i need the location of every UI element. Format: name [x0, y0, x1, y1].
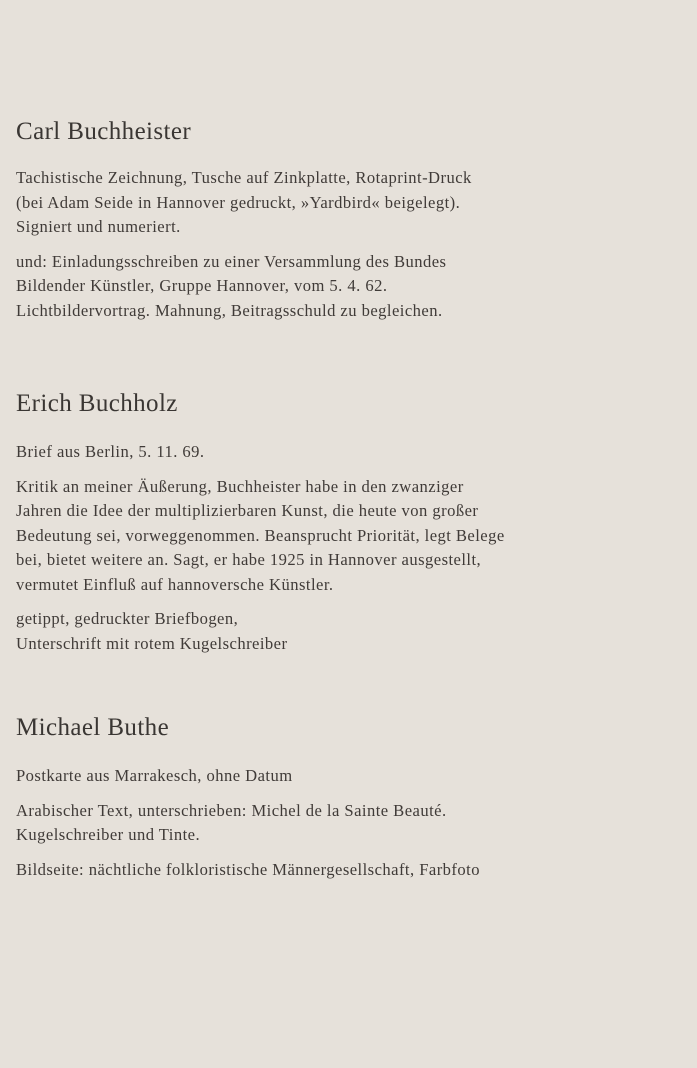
text-line: Bildender Künstler, Gruppe Hannover, vom 5. 4. 62. — [16, 276, 388, 295]
paragraph — [16, 764, 676, 789]
paragraph — [16, 250, 676, 324]
text-line: Brief aus Berlin, 5. 11. 69. — [16, 442, 205, 461]
text-line: Jahren die Idee der multiplizierbaren Kunst, die heute von großer — [16, 501, 479, 520]
text-line: Kritik an meiner Äußerung, Buchheister habe in den zwanziger — [16, 476, 464, 496]
text-line: Bedeutung sei, vorweggenommen. Beansprucht Priorität, legt Belege — [16, 525, 505, 545]
text-line: Tachistische Zeichnung, Tusche auf Zinkplatte, Rotaprint-Druck — [16, 168, 472, 187]
paragraph — [16, 607, 676, 656]
entry-michael-buthe — [16, 714, 676, 882]
paragraph — [16, 440, 676, 465]
paragraph — [16, 799, 676, 848]
entry-heading: Carl Buchheister — [16, 118, 192, 145]
entry-heading: Erich Buchholz — [16, 390, 178, 417]
text-line: Postkarte aus Marrakesch, ohne Datum — [16, 766, 293, 785]
text-line: und: Einladungsschreiben zu einer Versammlung des Bundes — [16, 251, 447, 271]
paragraph — [16, 858, 676, 883]
text-line: Bildseite: nächtliche folkloristische Männergesellschaft, Farbfoto — [16, 859, 480, 879]
text-line: getippt, gedruckter Briefbogen, — [16, 609, 239, 628]
text-line: Kugelschreiber und Tinte. — [16, 825, 201, 844]
text-line: Signiert und numeriert. — [16, 217, 181, 236]
text-line: (bei Adam Seide in Hannover gedruckt, »Yardbird« beigelegt). — [16, 192, 461, 212]
text-line: Arabischer Text, unterschrieben: Michel de la Sainte Beauté. — [16, 800, 447, 820]
text-line: Unterschrift mit rotem Kugelschreiber — [16, 633, 288, 653]
text-line: bei, bietet weitere an. Sagt, er habe 1925 in Hannover ausgestellt, — [16, 550, 482, 569]
entry-heading: Michael Buthe — [16, 714, 170, 741]
entry-erich-buchholz — [16, 390, 676, 656]
entry-carl-buchheister — [16, 118, 676, 323]
text-line: Lichtbildervortrag. Mahnung, Beitragsschuld zu begleichen. — [16, 300, 443, 320]
paragraph — [16, 166, 676, 240]
paragraph — [16, 475, 676, 598]
text-line: vermutet Einfluß auf hannoversche Künstler. — [16, 574, 334, 594]
